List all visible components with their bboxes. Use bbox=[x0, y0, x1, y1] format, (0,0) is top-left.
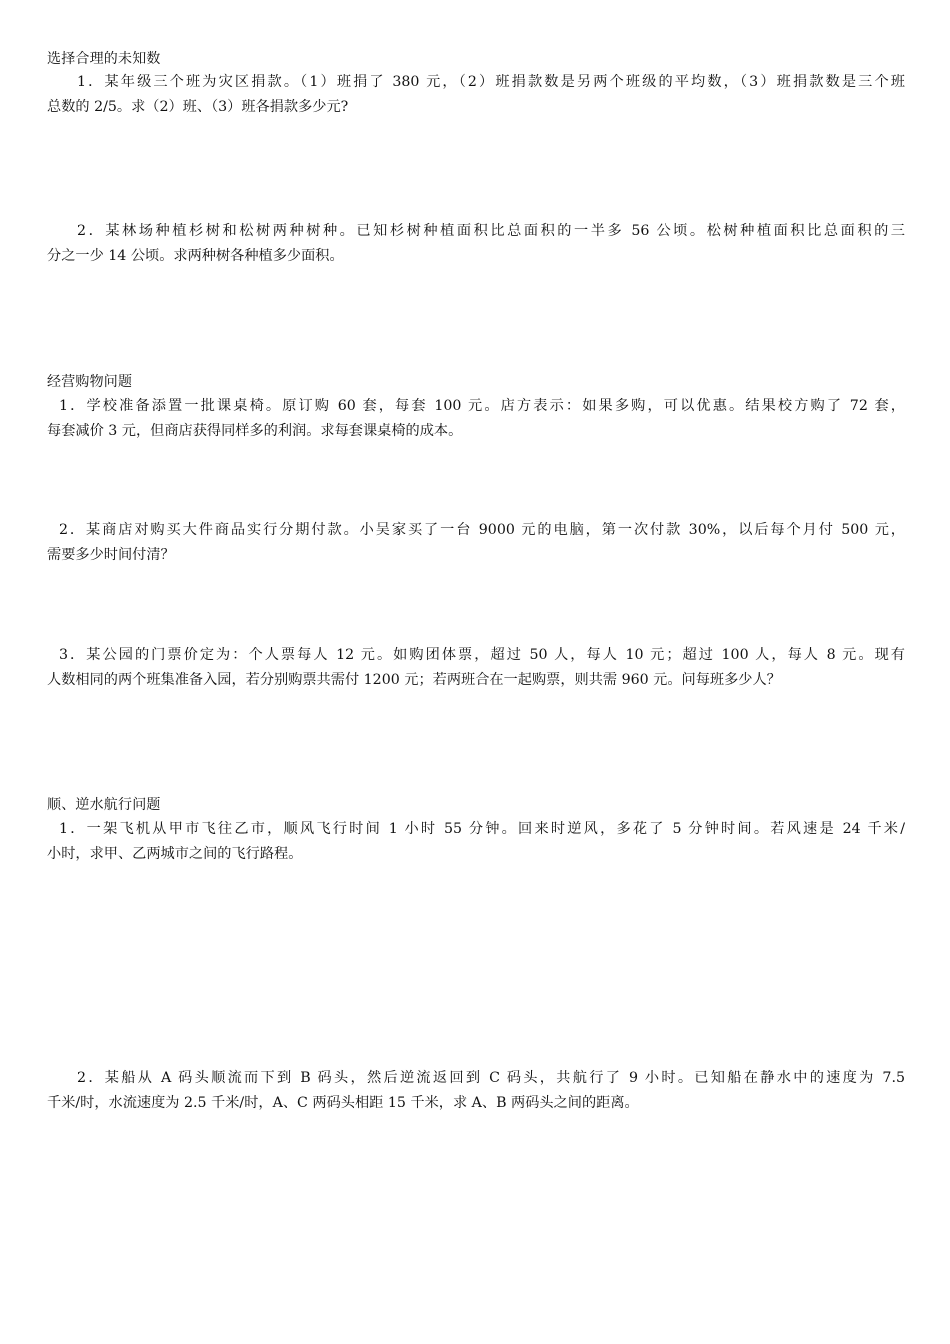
problem-text-line: 小时，求甲、乙两城市之间的飞行路程。 bbox=[47, 846, 303, 862]
problem-text-line: 需要多少时间付清？ bbox=[47, 547, 175, 563]
problem-text-line: 人数相同的两个班集准备入园，若分别购票共需付 1200 元；若两班合在一起购票，则共需 960 元。问每班多少人？ bbox=[47, 672, 781, 688]
problem-text-line: 3．某公园的门票价定为：个人票每人 12 元。如购团体票，超过 50 人，每人 10 元；超过 100 人，每人 8 元。现有 bbox=[59, 647, 905, 663]
problem-text-line: 1．学校准备添置一批课桌椅。原订购 60 套，每套 100 元。店方表示：如果多购，可以优惠。结果校方购了 72 套， bbox=[59, 398, 905, 414]
problem-text-line: 2．某林场种植杉树和松树两种树种。已知杉树种植面积比总面积的一半多 56 公顷。松树种植面积比总面积的三 bbox=[77, 223, 905, 239]
problem-text-line: 分之一少 14 公顷。求两种树各种植多少面积。 bbox=[47, 248, 344, 264]
problem-text-line: 1．一架飞机从甲市飞往乙市，顺风飞行时间 1 小时 55 分钟。回来时逆风，多花了 5 分钟时间。若风速是 24 千米/ bbox=[59, 821, 905, 837]
problem-item bbox=[47, 219, 905, 269]
problem-item bbox=[47, 70, 905, 120]
problem-text-line: 1．某年级三个班为灾区捐款。（1）班捐了 380 元，（2）班捐款数是另两个班级的平均数，（3）班捐款数是三个班 bbox=[77, 74, 905, 90]
problem-item bbox=[47, 643, 905, 693]
problem-text-line: 2．某船从 A 码头顺流而下到 B 码头，然后逆流返回到 C 码头，共航行了 9 小时。已知船在静水中的速度为 7.5 bbox=[77, 1070, 905, 1086]
problem-text-line: 每套减价 3 元，但商店获得同样多的利润。求每套课桌椅的成本。 bbox=[47, 423, 463, 439]
section-heading: 经营购物问题 bbox=[47, 374, 133, 390]
problem-item bbox=[47, 817, 905, 867]
problem-text-line: 千米/时，水流速度为 2.5 千米/时，A、C 两码头相距 15 千米，求 A、B 两码头之间的距离。 bbox=[47, 1095, 639, 1111]
problem-text-line: 2．某商店对购买大件商品实行分期付款。小吴家买了一台 9000 元的电脑，第一次付款 30%，以后每个月付 500 元， bbox=[59, 522, 905, 538]
problem-text-line: 总数的 2/5。求（2）班、（3）班各捐款多少元? bbox=[47, 99, 349, 115]
problem-item bbox=[47, 1066, 905, 1116]
section-heading: 选择合理的未知数 bbox=[47, 51, 161, 67]
problem-item bbox=[47, 518, 905, 568]
problem-item bbox=[47, 394, 905, 444]
section-heading: 顺、逆水航行问题 bbox=[47, 797, 161, 813]
